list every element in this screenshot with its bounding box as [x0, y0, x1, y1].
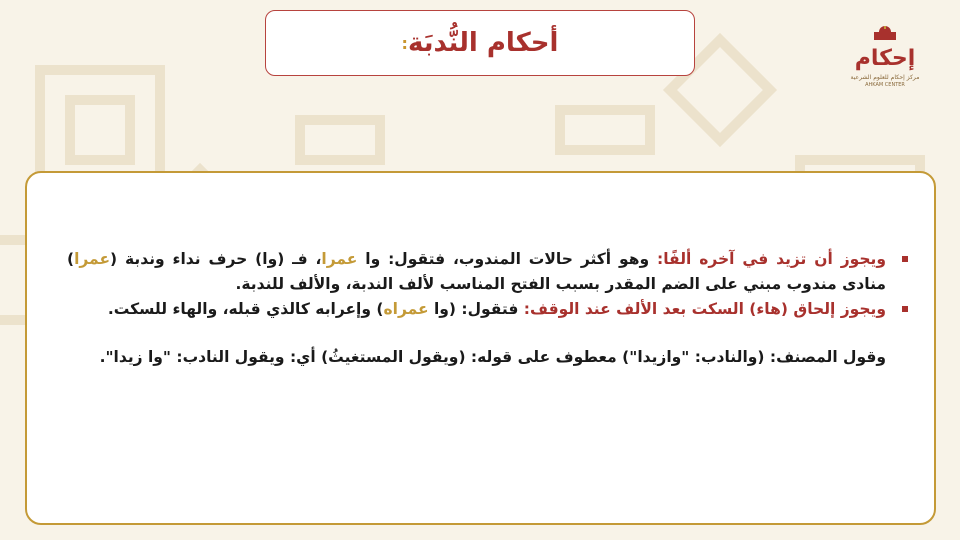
- logo-word: إحكام: [854, 46, 916, 71]
- page-title-text: أحكام النُّدبَة: [407, 28, 559, 58]
- mosque-icon: [872, 26, 898, 40]
- title-box: [265, 10, 695, 76]
- title-colon: :: [401, 34, 408, 53]
- bullet2-text-2: ) وإعرابه كالذي قبله، والهاء للسكت.: [107, 300, 384, 318]
- explanation-paragraph: وقول المصنف: (والنادب: "وازيدا") معطوف على قوله: (ويقول المستغيثُ) أي: ويقول النادب: "وا زيدا".: [99, 348, 886, 366]
- bullet-icon: [902, 306, 908, 312]
- bullet-item-2: [67, 297, 886, 322]
- logo-tagline: AHKAM CENTER: [865, 82, 905, 88]
- logo: [842, 26, 928, 94]
- bullet-item-1: [67, 247, 886, 297]
- bullet1-highlight-1: عمرا: [321, 250, 358, 268]
- bullet-icon: [902, 256, 908, 262]
- bullet1-text-2: ، فـ (وا) حرف نداء وندبة (: [110, 250, 322, 268]
- bullet2-highlight-1: عمراه: [383, 300, 429, 318]
- bullet2-text-1: فتقول: (وا: [428, 300, 524, 318]
- bullet1-lead: ويجوز أن تزيد في آخره ألفًا:: [657, 250, 886, 268]
- bullet2-lead: ويجوز إلحاق (هاء) السكت بعد الألف عند الوقف:: [523, 300, 886, 318]
- bullet1-text-1: وهو أكثر حالات المندوب، فتقول: وا: [357, 250, 658, 268]
- bullet1-highlight-2: عمرا: [74, 250, 111, 268]
- content-box: [25, 171, 936, 525]
- logo-subtitle: مركز إحكام للعلوم الشرعية: [850, 74, 920, 81]
- page-title: [402, 28, 559, 58]
- content-text: [67, 247, 886, 370]
- bullet1-text-3: ) منادى مندوب مبني على الضم المقدر بسبب الفتح المناسب لألف الندبة، والألف للندبة.: [67, 250, 886, 293]
